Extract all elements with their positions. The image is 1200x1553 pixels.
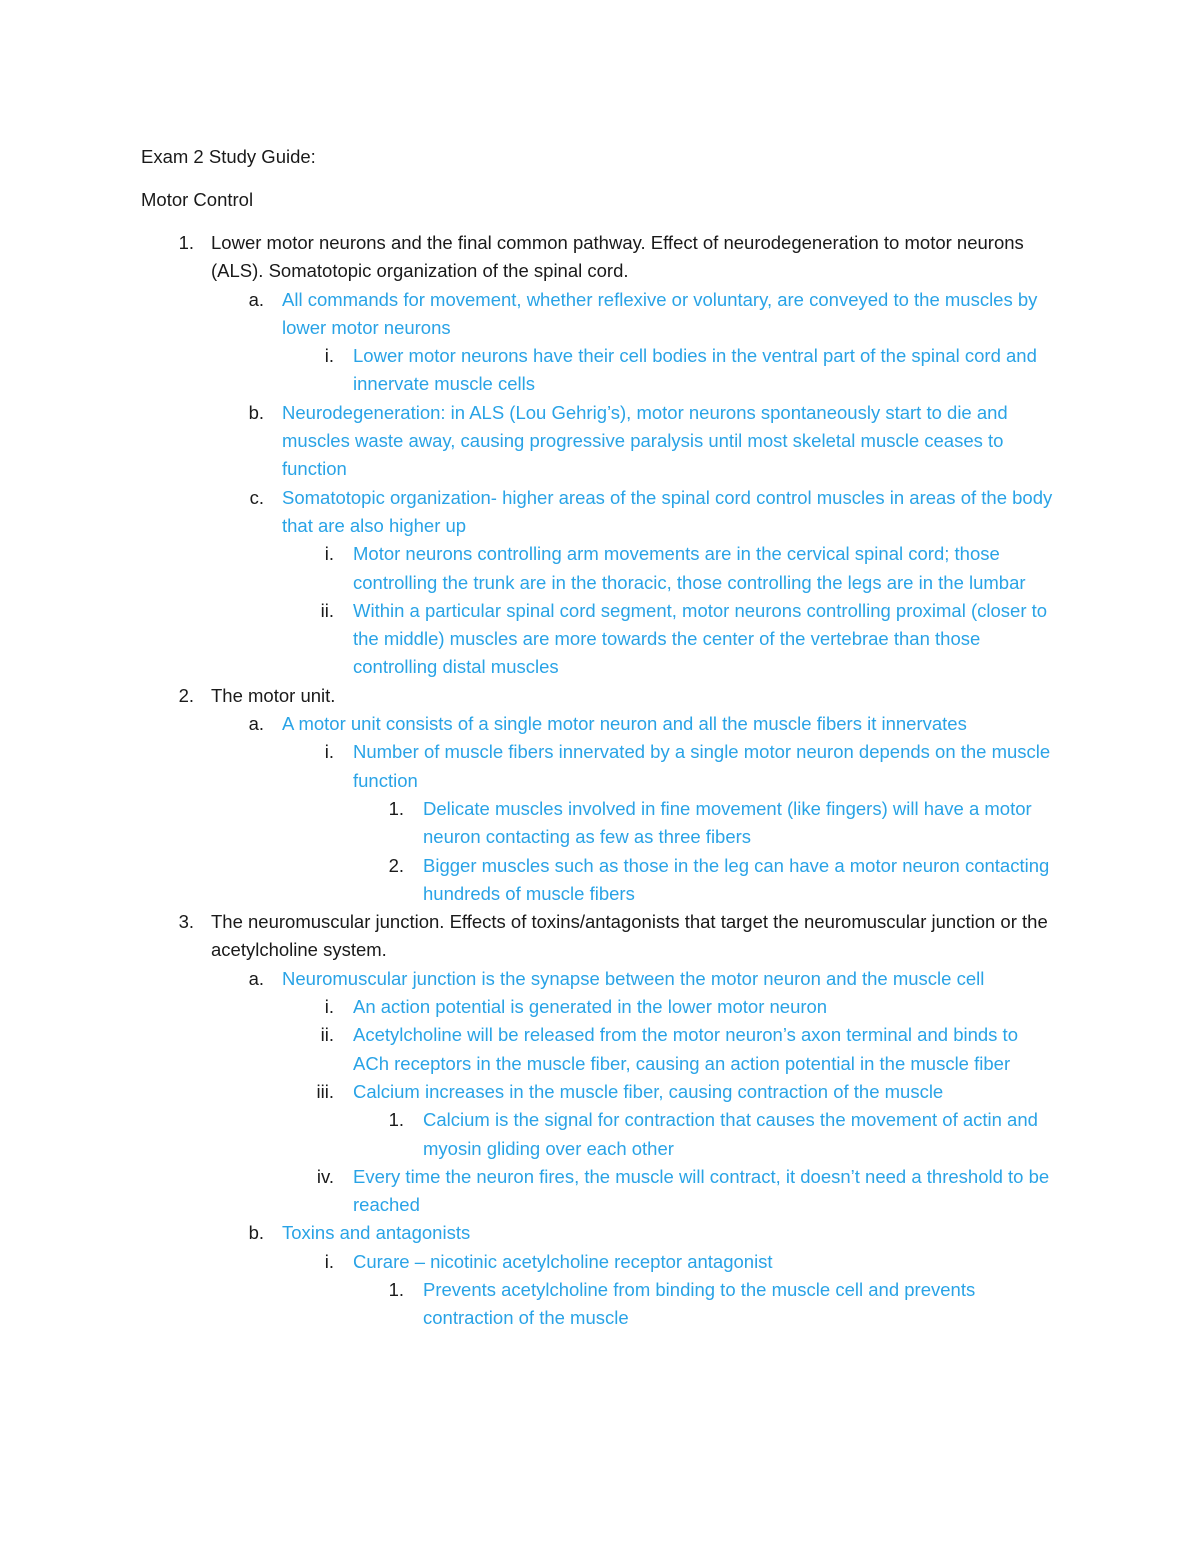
outline-item <box>0 1078 1200 1106</box>
outline-marker: ii. <box>320 1024 334 1046</box>
outline-marker: b. <box>248 1222 264 1244</box>
outline-item <box>0 1163 1200 1220</box>
outline-marker: b. <box>248 401 264 423</box>
outline-text: Calcium is the signal for contraction that causes the movement of actin and myosin gliding over each other <box>423 1109 1038 1159</box>
outline-item <box>0 1219 1200 1247</box>
outline-marker: i. <box>324 345 334 367</box>
outline-text: Curare – nicotinic acetylcholine receptor antagonist <box>353 1250 773 1272</box>
outline-text: Every time the neuron fires, the muscle will contract, it doesn’t need a threshold to be reached <box>353 1165 1050 1216</box>
outline-item <box>0 993 1200 1021</box>
outline-item <box>0 852 1200 909</box>
outline-marker: i. <box>324 741 334 763</box>
outline-item <box>0 1276 1200 1333</box>
outline-item <box>0 1248 1200 1276</box>
outline-text: A motor unit consists of a single motor neuron and all the muscle fibers it innervates <box>282 713 967 735</box>
outline-marker: i. <box>324 1250 334 1272</box>
outline-text: Lower motor neurons and the final common pathway. Effect of neurodegeneration to motor neurons (ALS). Somatotopic organization of the spinal cord. <box>211 232 1024 282</box>
outline-marker: a. <box>248 713 264 735</box>
outline-text: Prevents acetylcholine from binding to the muscle cell and prevents contraction of the muscle <box>423 1278 976 1329</box>
outline-marker: a. <box>248 967 264 989</box>
outline-item <box>0 682 1200 710</box>
outline-marker: c. <box>249 486 264 508</box>
outline-item <box>0 399 1200 484</box>
outline-item <box>0 229 1200 286</box>
outline-text: The neuromuscular junction. Effects of toxins/antagonists that target the neuromuscular junction or the acetylcholine system. <box>211 911 1048 961</box>
document-title: Exam 2 Study Guide: <box>141 146 316 167</box>
outline-item <box>0 1021 1200 1078</box>
outline-item <box>0 795 1200 852</box>
outline-text: Number of muscle fibers innervated by a single motor neuron depends on the muscle function <box>353 741 1051 791</box>
outline-text: Within a particular spinal cord segment, motor neurons controlling proximal (closer to the middle) muscles are more towards the center of the vertebrae than those controlling distal muscles <box>353 599 1048 678</box>
outline-marker: ii. <box>320 599 334 621</box>
outline-item <box>0 710 1200 738</box>
outline-marker: 1. <box>178 232 194 253</box>
outline-item <box>0 738 1200 795</box>
outline-marker: 3. <box>178 911 194 933</box>
outline-item <box>0 597 1200 682</box>
outline-item <box>0 286 1200 343</box>
outline-item <box>0 342 1200 399</box>
study-outline <box>0 229 1200 1333</box>
outline-text: Neurodegeneration: in ALS (Lou Gehrig’s), motor neurons spontaneously start to die and muscles waste away, causing progressive paralysis until most skeletal muscle ceases to function <box>282 401 1008 480</box>
outline-marker: 1. <box>388 1278 404 1300</box>
outline-marker: iii. <box>316 1080 334 1102</box>
outline-text: Toxins and antagonists <box>282 1222 471 1244</box>
outline-text: Neuromuscular junction is the synapse between the motor neuron and the muscle cell <box>282 967 985 989</box>
outline-marker: a. <box>248 288 264 310</box>
outline-text: Bigger muscles such as those in the leg can have a motor neuron contacting hundreds of muscle fibers <box>423 854 1050 904</box>
outline-item <box>0 540 1200 597</box>
outline-item <box>0 1106 1200 1163</box>
outline-item <box>0 965 1200 993</box>
outline-marker: 2. <box>388 854 404 876</box>
outline-text: All commands for movement, whether reflexive or voluntary, are conveyed to the muscles by lower motor neurons <box>282 288 1038 338</box>
outline-text: Delicate muscles involved in fine movement (like fingers) will have a motor neuron contacting as few as three fibers <box>423 797 1032 848</box>
outline-text: Lower motor neurons have their cell bodies in the ventral part of the spinal cord and innervate muscle cells <box>353 345 1037 395</box>
outline-text: The motor unit. <box>211 684 336 706</box>
outline-item <box>0 484 1200 541</box>
outline-marker: i. <box>324 543 334 565</box>
outline-marker: i. <box>324 996 334 1018</box>
outline-text: Somatotopic organization- higher areas of the spinal cord control muscles in areas of the body that are also higher up <box>282 486 1053 536</box>
outline-text: Motor neurons controlling arm movements are in the cervical spinal cord; those controlling the trunk are in the thoracic, those controlling the legs are in the lumbar <box>353 543 1026 593</box>
outline-text: An action potential is generated in the lower motor neuron <box>353 996 828 1018</box>
outline-marker: 1. <box>388 797 404 819</box>
outline-item <box>0 908 1200 965</box>
outline-marker: 2. <box>178 684 194 706</box>
outline-marker: iv. <box>316 1165 334 1187</box>
section-heading: Motor Control <box>141 189 254 210</box>
outline-text: Acetylcholine will be released from the motor neuron’s axon terminal and binds to ACh receptors in the muscle fiber, causing an action potential in the muscle fiber <box>353 1024 1018 1074</box>
outline-text: Calcium increases in the muscle fiber, causing contraction of the muscle <box>353 1080 944 1102</box>
outline-marker: 1. <box>388 1109 404 1131</box>
